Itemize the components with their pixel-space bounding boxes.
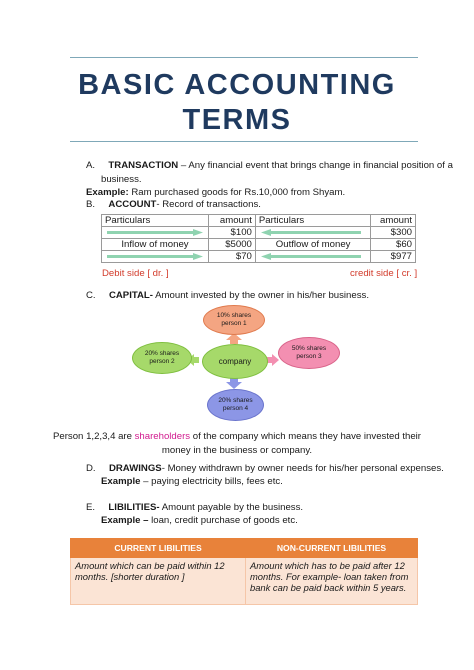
table-row — [71, 558, 418, 605]
section-a-marker: A. — [86, 160, 96, 171]
section-b-definition: - Record of transactions. — [156, 199, 261, 210]
right-amount: $977 — [371, 251, 416, 263]
shareholders-highlight: shareholders — [134, 431, 191, 442]
section-c-definition: Amount invested by the owner in his/her business. — [153, 290, 369, 301]
section-b-line — [86, 198, 261, 211]
left-amount: $70 — [209, 251, 256, 263]
section-d-example — [101, 475, 283, 488]
header-noncurrent-liabilities: NON-CURRENT LIBILITIES — [246, 539, 418, 558]
shareholders-note — [0, 430, 474, 443]
title-bottom-rule — [70, 141, 418, 142]
section-a-term: TRANSACTION — [108, 160, 179, 171]
company-label: company — [218, 356, 252, 366]
arrow-left-icon — [259, 229, 363, 236]
bubble-person-4-shares: 20% shares — [218, 397, 253, 404]
inflow-label: Inflow of money — [102, 239, 209, 251]
title-top-rule — [70, 57, 418, 58]
bubble-person-2-name: person 2 — [149, 358, 175, 365]
bubble-company — [202, 344, 268, 379]
header-amount-left: amount — [209, 215, 256, 227]
shareholders-note-start: Person 1,2,3,4 are — [53, 431, 135, 442]
section-a-example-text: Ram purchased goods for Rs.10,000 from Shyam. — [128, 187, 346, 198]
section-b-marker: B. — [86, 199, 96, 210]
left-amount: $5000 — [209, 239, 256, 251]
bubble-person-2 — [132, 342, 192, 374]
section-d-marker: D. — [86, 463, 96, 474]
inflow-arrow-cell — [102, 227, 209, 239]
arrow-down-icon — [226, 378, 242, 389]
section-a-example-label: Example: — [86, 187, 129, 198]
bubble-person-1 — [203, 305, 265, 335]
shareholders-note-line2: money in the business or company. — [161, 445, 313, 456]
section-d-line — [86, 462, 444, 475]
section-a-line1 — [86, 159, 453, 172]
arrow-right-icon — [267, 354, 279, 366]
bubble-person-4-name: person 4 — [222, 405, 249, 412]
outflow-label: Outflow of money — [255, 239, 371, 251]
right-amount: $300 — [371, 227, 416, 239]
bubble-person-3-shares: 50% shares — [291, 345, 327, 352]
section-e-example-label: Example – — [101, 515, 149, 526]
section-e-definition: Amount payable by the business. — [159, 502, 304, 513]
section-d-example-text: – paying electricity bills, fees etc. — [140, 476, 283, 487]
arrow-left-icon — [259, 253, 363, 260]
section-e-example-text: loan, credit purchase of goods etc. — [148, 515, 298, 526]
section-c-marker: C. — [86, 290, 96, 301]
header-particulars-left: Particulars — [102, 215, 209, 227]
section-c-term: CAPITAL- — [108, 290, 153, 301]
account-table — [101, 214, 416, 263]
section-b-term: ACCOUNT — [108, 199, 157, 210]
noncurrent-line3: bank can be paid back within 5 years. — [250, 582, 407, 593]
header-amount-right: amount — [371, 215, 416, 227]
liabilities-table — [70, 538, 418, 605]
shareholders-note-end: of the company which means they have invested their — [190, 431, 421, 442]
noncurrent-line1: Amount which has to be paid after 12 — [250, 560, 405, 571]
credit-side-label: credit side [ cr. ] — [350, 268, 418, 279]
outflow-arrow-cell — [255, 227, 371, 239]
bubble-person-1-name: person 1 — [221, 320, 247, 327]
left-amount: $100 — [209, 227, 256, 239]
bubble-person-4 — [207, 389, 264, 421]
bubble-person-3-name: person 3 — [296, 353, 322, 360]
noncurrent-liabilities-cell — [246, 558, 418, 605]
table-row — [102, 239, 416, 251]
page-title-line1: BASIC ACCOUNTING — [78, 69, 396, 101]
section-c-line — [86, 289, 369, 302]
outflow-arrow-cell — [255, 251, 371, 263]
current-liabilities-cell — [71, 558, 246, 605]
header-current-liabilities: CURRENT LIBILITIES — [71, 539, 246, 558]
table-row — [102, 227, 416, 239]
account-table-header — [102, 215, 416, 227]
section-a-definition: – Any financial event that brings change in financial position of a — [178, 160, 453, 171]
section-d-term: DRAWINGS — [108, 463, 162, 474]
arrow-right-icon — [105, 253, 205, 260]
debit-side-label: Debit side [ dr. ] — [102, 268, 169, 279]
liabilities-table-header — [71, 539, 418, 558]
bubble-person-2-shares: 20% shares — [144, 350, 180, 357]
section-e-line — [86, 501, 303, 514]
table-row — [102, 251, 416, 263]
current-line2: months. [shorter duration ] — [75, 571, 185, 582]
section-e-marker: E. — [86, 502, 96, 513]
section-a-line2: business. — [101, 174, 142, 185]
right-amount: $60 — [371, 239, 416, 251]
current-line1: Amount which can be paid within 12 — [75, 560, 225, 571]
inflow-arrow-cell — [102, 251, 209, 263]
header-particulars-right: Particulars — [255, 215, 371, 227]
page-title-line2: TERMS — [182, 104, 292, 136]
arrow-right-icon — [105, 229, 205, 236]
noncurrent-line2: months. For example- loan taken from — [250, 571, 409, 582]
section-d-definition: - Money withdrawn by owner needs for his/her personal expenses. — [161, 463, 444, 474]
section-e-example — [101, 514, 298, 527]
bubble-person-1-shares: 10% shares — [216, 312, 252, 319]
section-d-example-label: Example — [101, 476, 141, 487]
bubble-person-3 — [278, 337, 340, 369]
section-e-term: LIBILITIES- — [108, 502, 160, 513]
